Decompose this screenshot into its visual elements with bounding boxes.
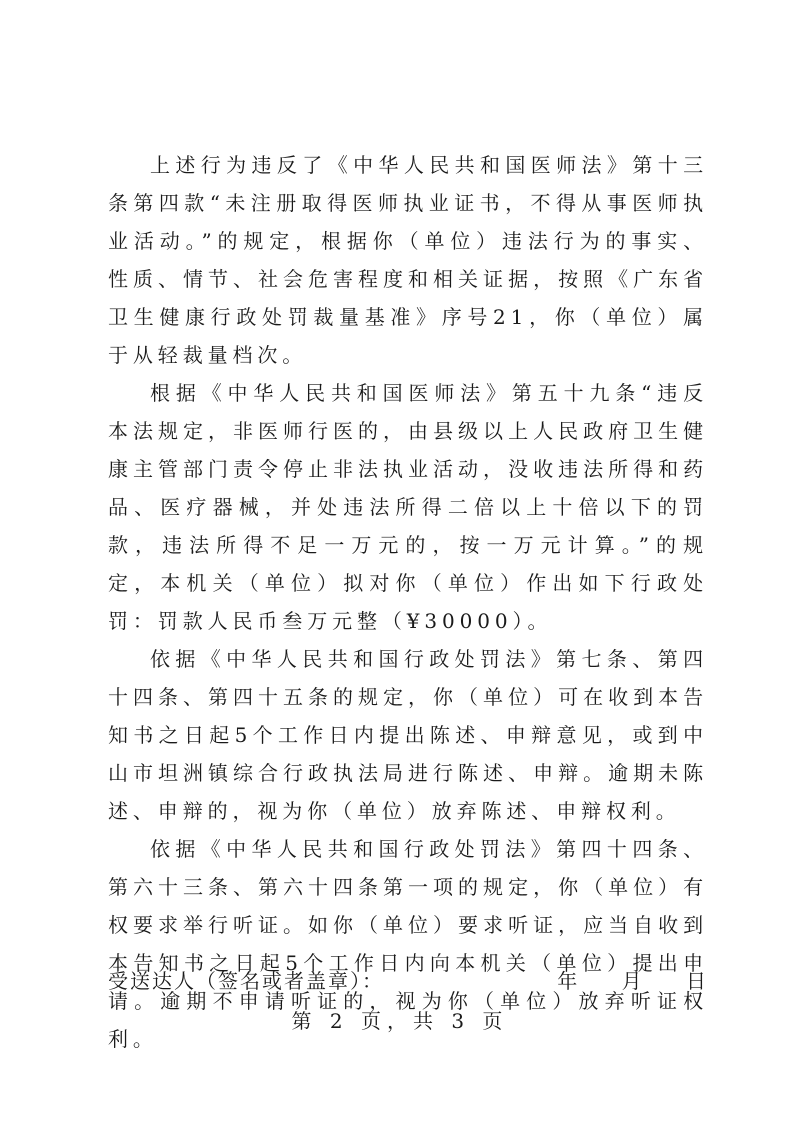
document-body bbox=[108, 146, 708, 1058]
paragraph-statement-rights: 依据《中华人民共和国行政处罚法》第七条、第四十四条、第四十五条的规定，你（单位）可在收到本告知书之日起5个工作日内提出陈述、申辩意见，或到中山市坦洲镇综合行政执法局进行陈述、申辩。逾期未陈述、申辩的，视为你（单位）放弃陈述、申辩权利。 bbox=[108, 647, 708, 823]
recipient-signature-label: 受送达人（签名或者盖章）： bbox=[108, 969, 384, 993]
date-day-label: 日 bbox=[686, 969, 708, 993]
page-footer: 第 2 页，共 3 页 bbox=[291, 1009, 509, 1033]
paragraph-violation: 上述行为违反了《中华人民共和国医师法》第十三条第四款“未注册取得医师执业证书，不得从事医师执业活动。”的规定，根据你（单位）违法行为的事实、性质、情节、社会危害程度和相关证据，按照《广东省卫生健康行政处罚裁量基准》序号21，你（单位）属于从轻裁量档次。 bbox=[108, 153, 708, 367]
date-year-label: 年 bbox=[557, 969, 580, 993]
paragraph-hearing-rights: 依据《中华人民共和国行政处罚法》第四十四条、第六十三条、第六十四条第一项的规定，你（单位）有权要求举行听证。如你（单位）要求听证，应当自收到本告知书之日起5个工作日内向本机关（单位）提出申请。逾期不申请听证的，视为你（单位）放弃听证权利。 bbox=[108, 837, 708, 1051]
paragraph-penalty: 根据《中华人民共和国医师法》第五十九条“违反本法规定，非医师行医的，由县级以上人民政府卫生健康主管部门责令停止非法执业活动，没收违法所得和药品、医疗器械，并处违法所得二倍以上十倍以下的罚款，违法所得不足一万元的，按一万元计算。”的规定，本机关（单位）拟对你（单位）作出如下行政处罚：罚款人民币叁万元整（¥30000）。 bbox=[108, 381, 708, 633]
signature-date bbox=[557, 962, 708, 1000]
signature-row bbox=[108, 962, 708, 1000]
date-month-label: 月 bbox=[621, 969, 644, 993]
